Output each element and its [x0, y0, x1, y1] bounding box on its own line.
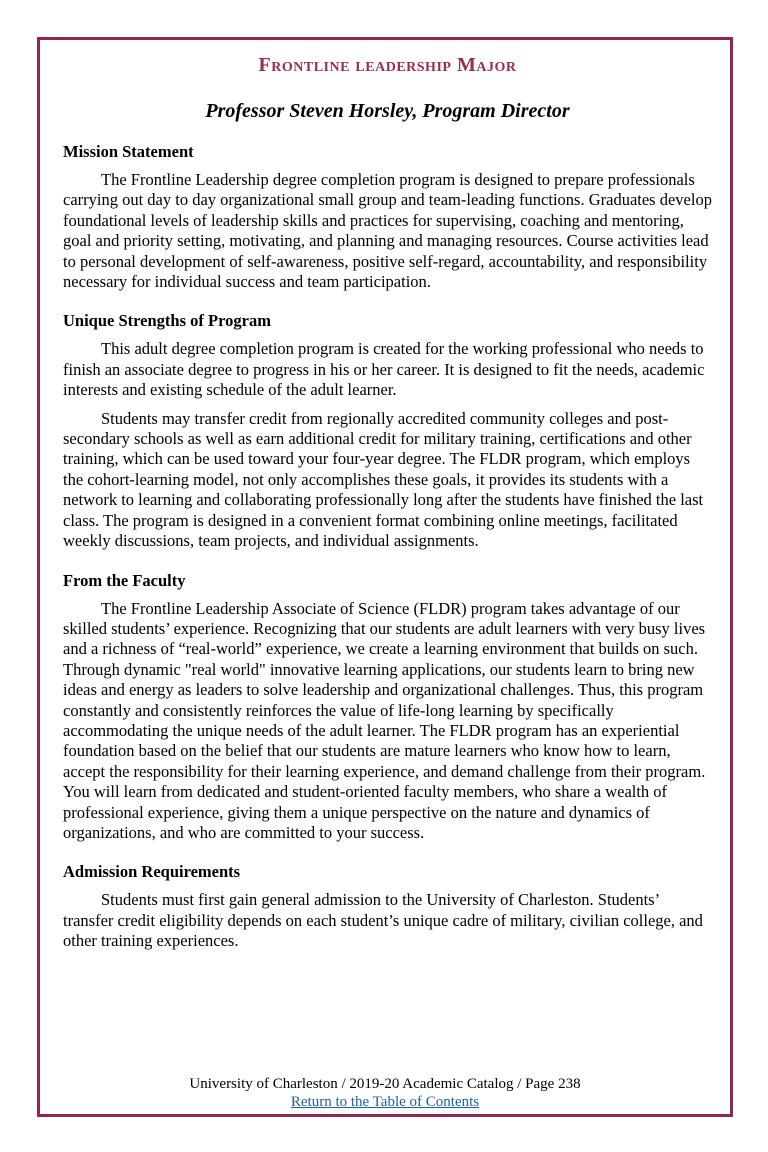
page-border — [37, 37, 733, 1117]
section-heading-from-the-faculty: From the Faculty — [63, 570, 186, 590]
unique-strengths-paragraph-1: This adult degree completion program is created for the working professional who needs to finish an associate degree to progress in his or her career. It is designed to fit the needs, academic interests and existing schedule of the adult learner. — [63, 339, 705, 400]
return-to-table-of-contents-link[interactable]: Return to the Table of Contents — [290, 1094, 480, 1110]
page-footer — [40, 1075, 730, 1111]
section-heading-mission-statement: Mission Statement — [63, 142, 194, 161]
program-director-subtitle: Professor Steven Horsley, Program Director — [205, 100, 570, 122]
page-title: Frontline leadership Major — [258, 54, 517, 76]
footer-catalog-info: University of Charleston / 2019-20 Academic Catalog / Page 238 — [189, 1076, 581, 1092]
section-heading-admission-requirements: Admission Requirements — [63, 862, 241, 882]
mission-statement-paragraph: The Frontline Leadership degree completion program is designed to prepare professionals carrying out day to day organizational small group and team-leading functions. Graduates develop foundational levels of leadership skills and practices for supervising, coaching and mentoring, goal and priority setting, motivating, and planning and managing resources. Course activities lead to personal development of self-awareness, positive self-regard, accountability, and responsibility necessary for individual success and team participation. — [63, 170, 712, 292]
unique-strengths-paragraph-2: Students may transfer credit from regionally accredited community colleges and post-secondary schools as well as earn additional credit for military training, certifications and other training, which can be used toward your four-year degree. The FLDR program, which employs the cohort-learning model, not only accomplishes these goals, it provides its students with a network to learning and collaborating professionally long after the students have finished the last class. The program is designed in a convenient format combining online meetings, facilitated weekly discussions, team projects, and individual assignments. — [63, 408, 704, 551]
page-content — [63, 46, 712, 952]
admission-requirements-paragraph: Students must first gain general admission to the University of Charleston. Students’ transfer credit eligibility depends on each student’s unique cadre of military, civilian college, and other training experiences. — [63, 890, 703, 951]
section-heading-unique-strengths: Unique Strengths of Program — [63, 311, 271, 331]
from-the-faculty-paragraph: The Frontline Leadership Associate of Science (FLDR) program takes advantage of our skilled students’ experience. Recognizing that our students are adult learners with very busy lives and a richness of “real-world” experience, we create a learning environment that builds on such. Through dynamic "real world" innovative learning applications, our students learn to bring new ideas and energy as leaders to solve leadership and organizational challenges. Thus, this program constantly and consistently reinforces the value of life-long learning by specifically accommodating the unique needs of the adult learner. The FLDR program has an experiential foundation based on the belief that our students are mature learners who know how to learn, accept the responsibility for their learning experience, and demand challenge from their program. You will learn from dedicated and student-oriented faculty members, who share a wealth of professional experience, giving them a unique perspective on the nature and dynamics of organizations, and who are committed to your success. — [63, 598, 706, 842]
